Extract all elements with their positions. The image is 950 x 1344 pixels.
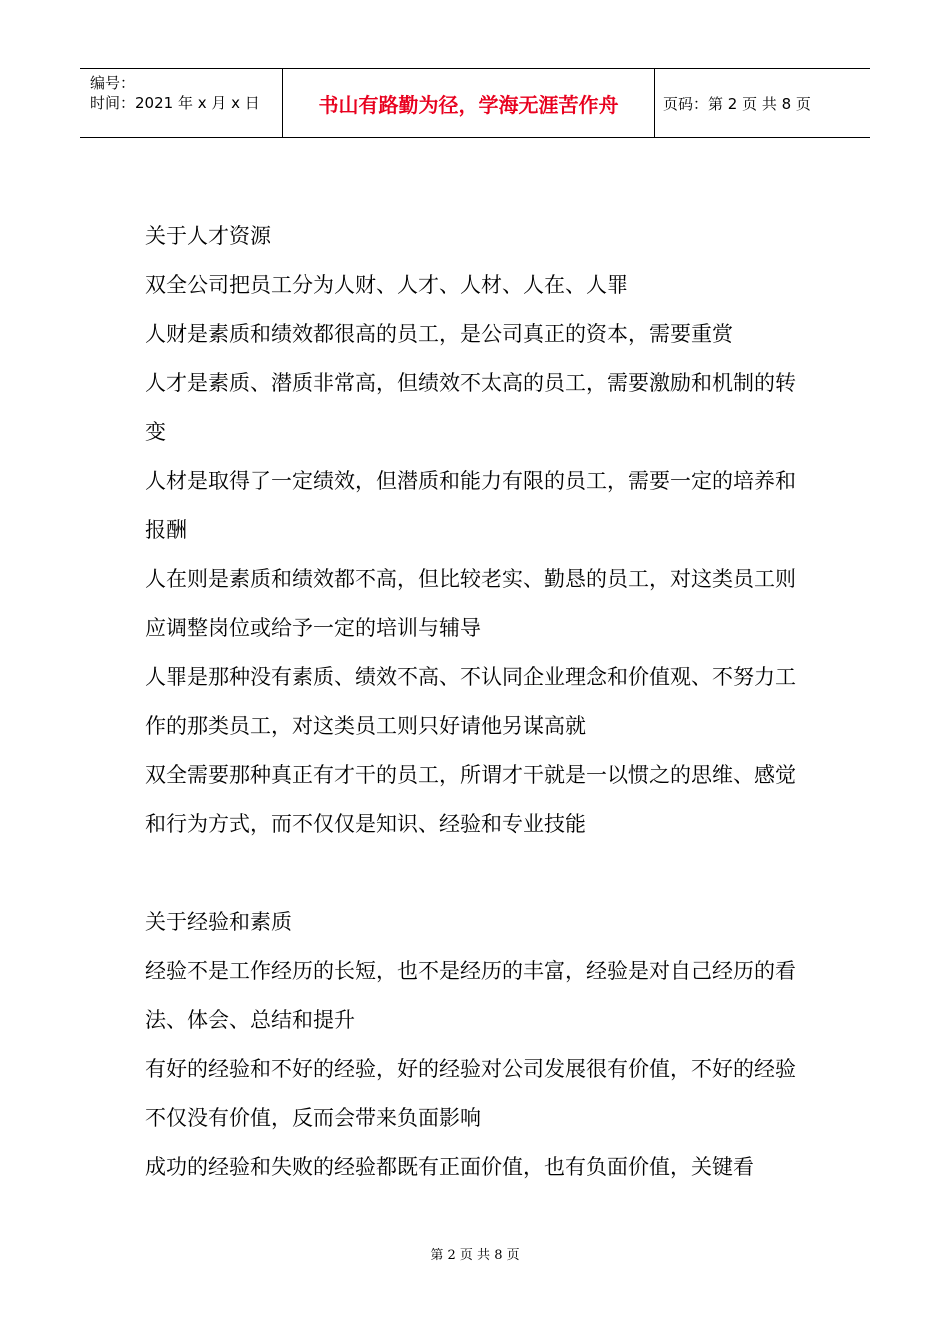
section-spacer xyxy=(145,849,810,898)
page-footer: 第 2 页 共 8 页 xyxy=(430,1248,520,1263)
paragraph: 人罪是那种没有素质、绩效不高、不认同企业理念和价值观、不努力工作的那类员工，对这类员工则只好请他另谋高就 xyxy=(145,665,796,738)
paragraph: 人财是素质和绩效都很高的员工，是公司真正的资本，需要重赏 xyxy=(145,322,733,346)
paragraph: 人在则是素质和绩效都不高，但比较老实、勤恳的员工，对这类员工则应调整岗位或给予一定的培训与辅导 xyxy=(145,567,796,640)
time-label: 时间：2021 年 x 月 x 日 xyxy=(90,94,260,112)
number-label: 编号： xyxy=(90,74,136,92)
paragraph: 双全公司把员工分为人财、人才、人材、人在、人罪 xyxy=(145,273,628,297)
section-heading: 关于人才资源 xyxy=(145,224,271,248)
paragraph: 双全需要那种真正有才干的员工，所谓才干就是一以惯之的思维、感觉和行为方式，而不仅仅是知识、经验和专业技能 xyxy=(145,763,796,836)
document-body xyxy=(145,212,810,1192)
paragraph: 有好的经验和不好的经验，好的经验对公司发展很有价值，不好的经验不仅没有价值，反而会带来负面影响 xyxy=(145,1057,796,1130)
header-motto: 书山有路勤为径，学海无涯苦作舟 xyxy=(282,69,655,137)
paragraph: 经验不是工作经历的长短，也不是经历的丰富，经验是对自己经历的看法、体会、总结和提升 xyxy=(145,959,796,1032)
paragraph: 人材是取得了一定绩效，但潜质和能力有限的员工，需要一定的培养和报酬 xyxy=(145,469,796,542)
header-page-label: 页码：第 2 页 共 8 页 xyxy=(663,94,811,113)
paragraph: 人才是素质、潜质非常高，但绩效不太高的员工，需要激励和机制的转变 xyxy=(145,371,796,444)
header-meta xyxy=(80,69,282,137)
paragraph: 成功的经验和失败的经验都既有正面价值，也有负面价值，关键看 xyxy=(145,1155,754,1179)
page-header xyxy=(80,68,870,138)
section-heading: 关于经验和素质 xyxy=(145,910,292,934)
